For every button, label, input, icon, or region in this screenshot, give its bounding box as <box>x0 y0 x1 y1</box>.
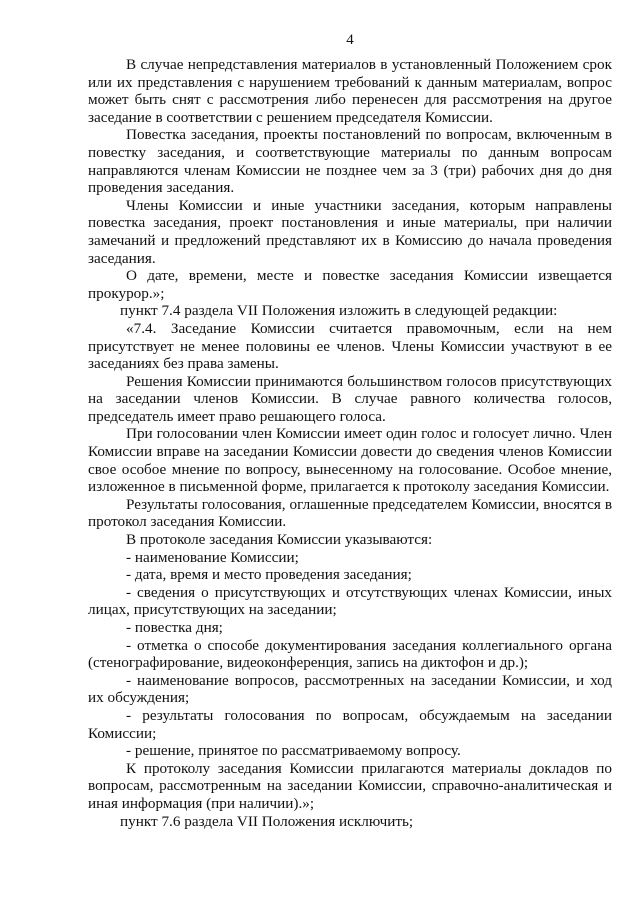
paragraph: К протоколу заседания Комиссии прилагаются материалы докладов по вопросам, рассмотренным на заседании Комиссии, справочно-аналитическая и иная информация (при наличии).»; <box>88 759 612 812</box>
paragraph: При голосовании член Комиссии имеет один голос и голосует лично. Член Комиссии вправе на заседании Комиссии довести до сведения членов Комиссии свое особое мнение по вопросу, вынесенному на голосование. Особое мнение, изложенное в письменной форме, прилагается к протоколу заседания Комиссии. <box>88 425 612 496</box>
paragraph: Члены Комиссии и иные участники заседания, которым направлены повестка заседания, проект постановления и иные материалы, при наличии замечаний и предложений представляют их в Комиссию до начала проведения заседания. <box>88 196 612 267</box>
paragraph: О дате, времени, месте и повестке заседания Комиссии извещается прокурор.»; <box>88 267 612 302</box>
paragraph: пункт 7.6 раздела VII Положения исключить; <box>120 812 414 830</box>
list-item: - дата, время и место проведения заседания; <box>126 566 412 584</box>
list-item: - отметка о способе документирования заседания коллегиального органа (стенографирование, видеоконференция, запись на диктофон и др.); <box>88 636 612 672</box>
paragraph: Повестка заседания, проекты постановлений по вопросам, включенным в повестку заседания, и соответствующие материалы по данным вопросам направляются членам Комиссии не позднее чем за 3 (три) рабочих дня до дня проведения заседания. <box>88 126 612 197</box>
paragraph: «7.4. Заседание Комиссии считается правомочным, если на нем присутствует не менее половины ее членов. Члены Комиссии участвуют в ее заседаниях без права замены. <box>88 319 612 373</box>
paragraph: В случае непредставления материалов в установленный Положением срок или их представления с нарушением требований к данным материалам, вопрос может быть снят с рассмотрения либо перенесен для рассмотрения на другое заседание в соответствии с решением председателя Комиссии. <box>88 56 612 126</box>
page-number: 4 <box>346 32 354 48</box>
list-item: - результаты голосования по вопросам, обсуждаемым на заседании Комиссии; <box>88 706 612 742</box>
document-body <box>88 56 612 830</box>
paragraph: Результаты голосования, оглашенные председателем Комиссии, вносятся в протокол заседания Комиссии. <box>88 495 612 531</box>
paragraph: Решения Комиссии принимаются большинством голосов присутствующих на заседании членов Комиссии. В случае равного количества голосов, председатель имеет право решающего голоса. <box>88 372 612 425</box>
list-item: - сведения о присутствующих и отсутствующих членах Комиссии, иных лицах, присутствующих на заседании; <box>88 583 612 619</box>
list-item: - наименование Комиссии; <box>126 548 299 566</box>
list-item: - повестка дня; <box>126 619 223 636</box>
list-item: - решение, принятое по рассматриваемому вопросу. <box>126 742 461 760</box>
list-item: - наименование вопросов, рассмотренных на заседании Комиссии, и ход их обсуждения; <box>88 671 612 707</box>
paragraph: В протоколе заседания Комиссии указываются: <box>126 531 433 549</box>
paragraph: пункт 7.4 раздела VII Положения изложить в следующей редакции: <box>120 302 558 320</box>
